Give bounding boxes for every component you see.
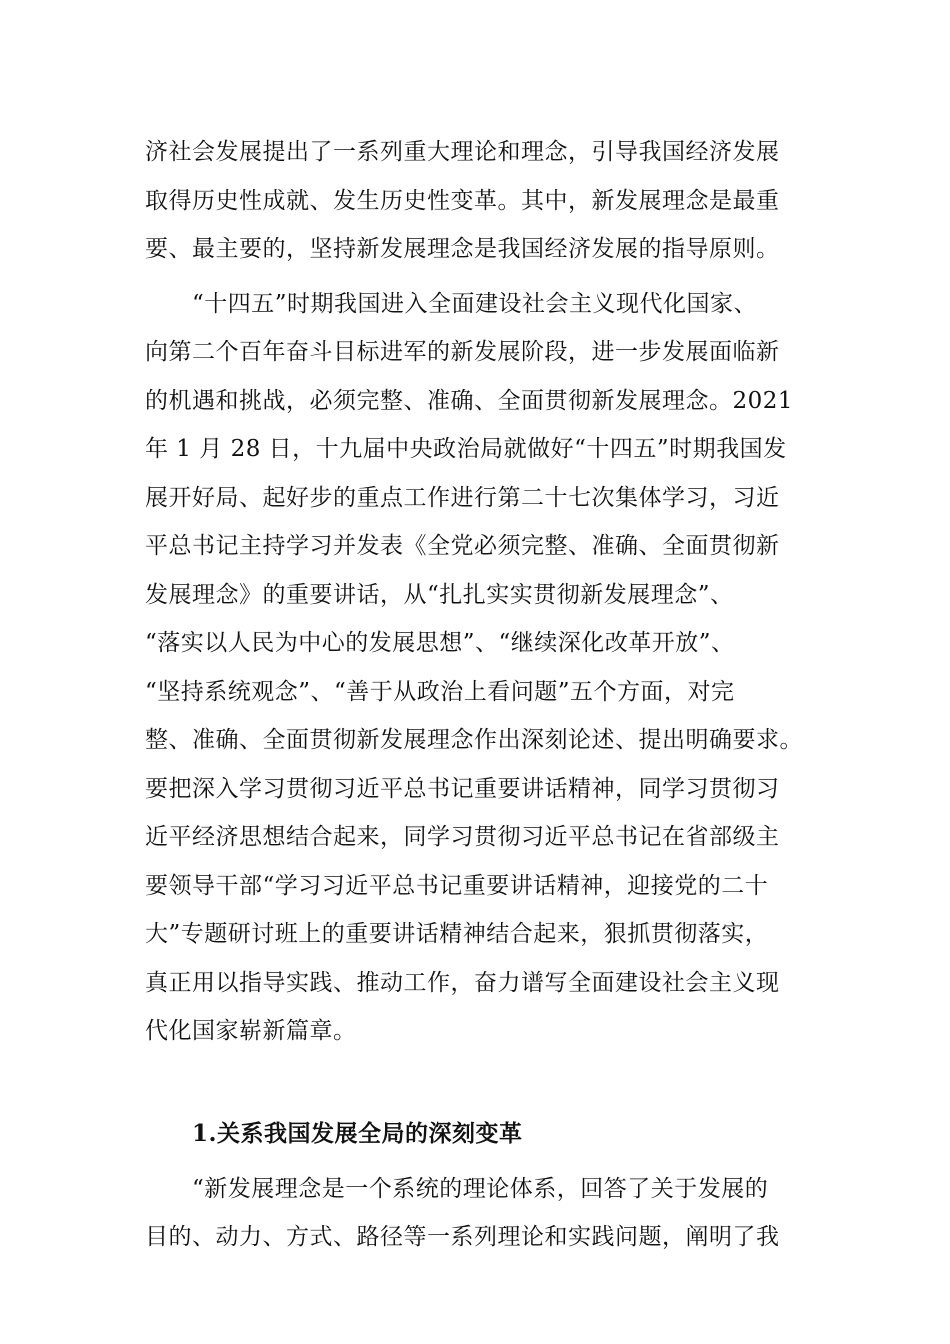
text-line: 整、准确、全面贯彻新发展理念作出深刻论述、提出明确要求。 [145,727,803,753]
text-line: 要、最主要的，坚持新发展理念是我国经济发展的指导原则。 [145,236,780,262]
section-heading [145,1110,825,1159]
text-line: 大”专题研讨班上的重要讲话精神结合起来，狠抓贯彻落实， [145,921,769,947]
paragraph-main [145,280,825,1105]
text-line: 要领导干部“学习习近平总书记重要讲话精神，迎接党的二十 [145,872,769,899]
text-line: 真正用以指导实践、推动工作，奋力谱写全面建设社会主义现 [145,969,780,996]
text-line [145,1056,825,1105]
text-line: 的机遇和挑战，必须完整、准确、全面贯彻新发展理念。2021 [145,387,794,414]
text-line: 取得历史性成就、发生历史性变革。其中，新发展理念是最重 [145,187,780,214]
text-line: 展开好局、起好步的重点工作进行第二十七次集体学习，习近 [145,484,780,511]
text-line: 近平经济思想结合起来，同学习贯彻习近平总书记在省部级主 [145,824,780,850]
text-line: 年 1 月 28 日，十九届中央政治局就做好“十四五”时期我国发 [145,436,787,462]
text-line: 平总书记主持学习并发表《全党必须完整、准确、全面贯彻新 [145,533,780,559]
section-heading-text: 1.关系我国发展全局的深刻变革 [192,1120,523,1147]
text-line: “落实以人民为中心的发展思想”、“继续深化改革开放”、 [145,630,735,656]
text-line: 目的、动力、方式、路径等一系列理论和实践问题，阐明了我 [145,1224,780,1250]
text-line: 代化国家崭新篇章。 [145,1018,357,1044]
text-line: “新发展理念是一个系统的理论体系，回答了关于发展的 [192,1175,769,1202]
text-line: 发展理念》的重要讲话，从“扎扎实实贯彻新发展理念”、 [145,581,734,608]
paragraph-continuation [145,128,825,274]
text-line: 要把深入学习贯彻习近平总书记重要讲话精神，同学习贯彻习 [145,775,780,802]
paragraph-quote [145,1165,825,1262]
text-line: 向第二个百年奋斗目标进军的新发展阶段，进一步发展面临新 [145,339,780,365]
document-body [145,128,825,1262]
text-line: 济社会发展提出了一系列重大理论和理念，引导我国经济发展 [145,139,780,165]
text-line: “十四五”时期我国进入全面建设社会主义现代化国家、 [192,290,758,317]
text-line: “坚持系统观念”、“善于从政治上看问题”五个方面，对完 [145,678,735,705]
